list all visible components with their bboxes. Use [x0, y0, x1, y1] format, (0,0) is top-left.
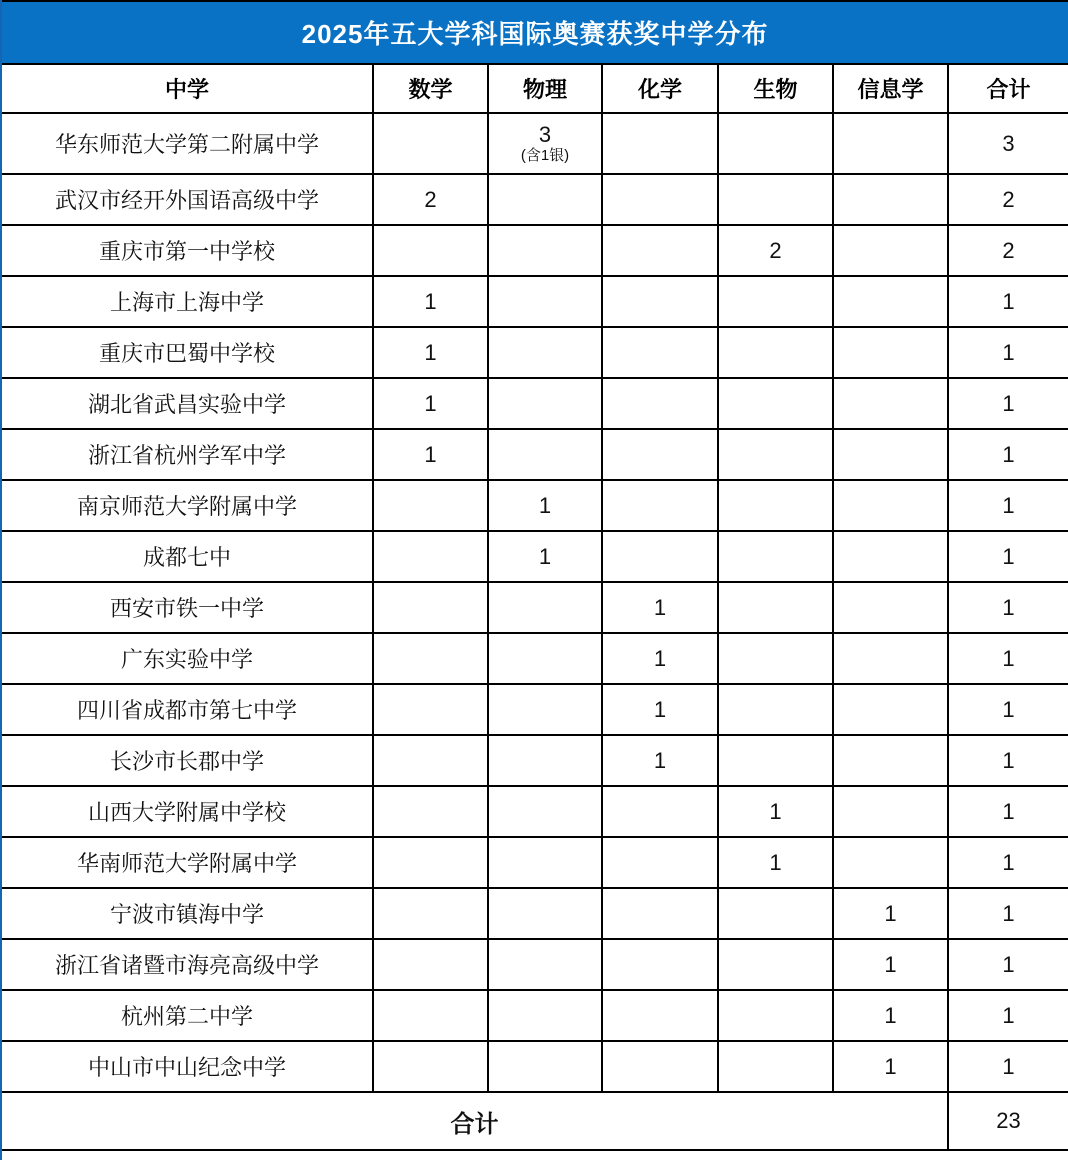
math-value-cell: [373, 735, 488, 786]
physics-value-cell: [488, 786, 602, 837]
math-value-cell: [373, 429, 488, 480]
school-name-cell: 山西大学附属中学校: [1, 786, 373, 837]
chemistry-value-cell: [602, 939, 718, 990]
table-title: 2025年五大学科国际奥赛获奖中学分布: [1, 1, 1068, 64]
school-name-cell: 重庆市第一中学校: [1, 225, 373, 276]
math-value-cell: [373, 786, 488, 837]
biology-value-cell: [718, 582, 833, 633]
school-name-cell: 长沙市长郡中学: [1, 735, 373, 786]
total-value: 2: [1002, 237, 1015, 263]
chemistry-value-cell: [602, 276, 718, 327]
chemistry-value-cell: [602, 735, 718, 786]
table-foot: [1, 1092, 1068, 1150]
total-value: 2: [1002, 186, 1015, 212]
biology-value-cell: [718, 113, 833, 174]
chemistry-value-cell: [602, 1041, 718, 1092]
math-value-cell: [373, 174, 488, 225]
chemistry-value-cell: [602, 582, 718, 633]
informatics-value-cell: [833, 735, 948, 786]
table-row: [1, 429, 1068, 480]
chemistry-value-cell: [602, 429, 718, 480]
math-value-cell: [373, 531, 488, 582]
biology-value-cell: [718, 378, 833, 429]
table-row: [1, 225, 1068, 276]
total-value: 3: [1002, 130, 1015, 156]
left-edge-accent: [0, 0, 2, 1160]
total-value: 1: [1002, 492, 1015, 518]
table-row: [1, 684, 1068, 735]
math-value: 2: [424, 186, 437, 212]
physics-value-cell: [488, 174, 602, 225]
biology-value-cell: [718, 735, 833, 786]
total-value-cell: [948, 531, 1068, 582]
table-row: [1, 1041, 1068, 1092]
physics-value-cell: [488, 429, 602, 480]
total-value: 1: [1002, 747, 1015, 773]
biology-value-cell: [718, 939, 833, 990]
total-value-cell: [948, 429, 1068, 480]
total-value: 1: [1002, 543, 1015, 569]
physics-value-cell: [488, 888, 602, 939]
informatics-value-cell: [833, 531, 948, 582]
col-header-school: 中学: [1, 64, 373, 113]
table-row: [1, 786, 1068, 837]
total-value: 1: [1002, 798, 1015, 824]
math-value: 1: [424, 339, 437, 365]
informatics-value-cell: [833, 939, 948, 990]
footer-total-label: 合计: [1, 1092, 948, 1150]
physics-value-cell: [488, 113, 602, 174]
informatics-value: 1: [884, 1053, 897, 1079]
total-value: 1: [1002, 849, 1015, 875]
school-name-cell: 重庆市巴蜀中学校: [1, 327, 373, 378]
col-header-physics: 物理: [488, 64, 602, 113]
chemistry-value-cell: [602, 225, 718, 276]
informatics-value-cell: [833, 1041, 948, 1092]
biology-value: 1: [769, 849, 782, 875]
biology-value-cell: [718, 276, 833, 327]
col-header-math: 数学: [373, 64, 488, 113]
school-name-cell: 上海市上海中学: [1, 276, 373, 327]
physics-value: 1: [538, 543, 552, 569]
total-value: 1: [1002, 339, 1015, 365]
school-name-cell: 浙江省杭州学军中学: [1, 429, 373, 480]
physics-value-cell: [488, 531, 602, 582]
table-row: [1, 276, 1068, 327]
total-value: 1: [1002, 441, 1015, 467]
informatics-value-cell: [833, 837, 948, 888]
math-value-cell: [373, 684, 488, 735]
school-name-cell: 湖北省武昌实验中学: [1, 378, 373, 429]
informatics-value: 1: [884, 900, 897, 926]
total-value: 1: [1002, 1002, 1015, 1028]
chemistry-value: 1: [653, 645, 667, 671]
physics-value-cell: [488, 939, 602, 990]
physics-value: 1: [538, 492, 552, 518]
informatics-value-cell: [833, 888, 948, 939]
chemistry-value-cell: [602, 633, 718, 684]
chemistry-value-cell: [602, 531, 718, 582]
total-value-cell: [948, 327, 1068, 378]
biology-value: 1: [769, 798, 782, 824]
table-body: [1, 113, 1068, 1092]
informatics-value-cell: [833, 684, 948, 735]
informatics-value: 1: [884, 951, 897, 977]
physics-value-cell: [488, 684, 602, 735]
physics-value-cell: [488, 276, 602, 327]
total-value: 1: [1002, 696, 1015, 722]
school-name-cell: 华东师范大学第二附属中学: [1, 113, 373, 174]
informatics-value-cell: [833, 480, 948, 531]
total-value: 1: [1002, 390, 1015, 416]
chemistry-value-cell: [602, 113, 718, 174]
biology-value-cell: [718, 480, 833, 531]
chemistry-value-cell: [602, 990, 718, 1041]
biology-value-cell: [718, 888, 833, 939]
physics-value-cell: [488, 1041, 602, 1092]
biology-value-cell: [718, 837, 833, 888]
math-value-cell: [373, 990, 488, 1041]
informatics-value: 1: [884, 1002, 897, 1028]
column-header-row: [1, 64, 1068, 113]
total-value-cell: [948, 837, 1068, 888]
total-value-cell: [948, 735, 1068, 786]
total-value-cell: [948, 480, 1068, 531]
informatics-value-cell: [833, 990, 948, 1041]
school-name-cell: 广东实验中学: [1, 633, 373, 684]
informatics-value-cell: [833, 429, 948, 480]
total-value: 1: [1002, 900, 1015, 926]
math-value-cell: [373, 888, 488, 939]
biology-value-cell: [718, 327, 833, 378]
chemistry-value-cell: [602, 786, 718, 837]
school-name-cell: 南京师范大学附属中学: [1, 480, 373, 531]
chemistry-value-cell: [602, 327, 718, 378]
physics-value-cell: [488, 327, 602, 378]
physics-value-cell: [488, 735, 602, 786]
informatics-value-cell: [833, 276, 948, 327]
table-row: [1, 327, 1068, 378]
school-name-cell: 华南师范大学附属中学: [1, 837, 373, 888]
biology-value-cell: [718, 633, 833, 684]
biology-value-cell: [718, 684, 833, 735]
grand-total-value: 23: [948, 1092, 1068, 1150]
biology-value-cell: [718, 429, 833, 480]
total-value-cell: [948, 990, 1068, 1041]
total-value-cell: [948, 582, 1068, 633]
chemistry-value-cell: [602, 888, 718, 939]
total-value-cell: [948, 786, 1068, 837]
total-value: 1: [1002, 1053, 1015, 1079]
chemistry-value-cell: [602, 378, 718, 429]
total-value: 1: [1002, 594, 1015, 620]
table-row: [1, 378, 1068, 429]
informatics-value-cell: [833, 786, 948, 837]
chemistry-value: 1: [653, 594, 667, 620]
table-row: [1, 837, 1068, 888]
total-value: 1: [1002, 288, 1015, 314]
school-name-cell: 四川省成都市第七中学: [1, 684, 373, 735]
total-value: 1: [1002, 645, 1015, 671]
math-value-cell: [373, 1041, 488, 1092]
biology-value: 2: [769, 237, 782, 263]
total-value-cell: [948, 633, 1068, 684]
table-row: [1, 531, 1068, 582]
table-row: [1, 480, 1068, 531]
total-value-cell: [948, 684, 1068, 735]
math-value-cell: [373, 633, 488, 684]
biology-value-cell: [718, 174, 833, 225]
biology-value-cell: [718, 225, 833, 276]
informatics-value-cell: [833, 225, 948, 276]
school-name-cell: 成都七中: [1, 531, 373, 582]
math-value-cell: [373, 939, 488, 990]
school-name-cell: 中山市中山纪念中学: [1, 1041, 373, 1092]
table-row: [1, 990, 1068, 1041]
total-value-cell: [948, 276, 1068, 327]
biology-value-cell: [718, 990, 833, 1041]
table-row: [1, 633, 1068, 684]
table-row: [1, 939, 1068, 990]
informatics-value-cell: [833, 113, 948, 174]
total-value-cell: [948, 113, 1068, 174]
chemistry-value-cell: [602, 480, 718, 531]
chemistry-value-cell: [602, 837, 718, 888]
table-row: [1, 113, 1068, 174]
biology-value-cell: [718, 786, 833, 837]
math-value-cell: [373, 225, 488, 276]
math-value-cell: [373, 582, 488, 633]
physics-value: 3: [538, 121, 552, 147]
math-value-cell: [373, 113, 488, 174]
table-row: [1, 174, 1068, 225]
total-value-cell: [948, 888, 1068, 939]
math-value: 1: [424, 390, 437, 416]
physics-value-cell: [488, 633, 602, 684]
physics-value-cell: [488, 225, 602, 276]
table-head: [1, 1, 1068, 113]
physics-value-cell: [488, 990, 602, 1041]
physics-value-cell: [488, 837, 602, 888]
math-value-cell: [373, 327, 488, 378]
physics-value-cell: [488, 582, 602, 633]
biology-value-cell: [718, 1041, 833, 1092]
total-value-cell: [948, 1041, 1068, 1092]
medal-note: (含1银): [520, 147, 570, 165]
informatics-value-cell: [833, 378, 948, 429]
math-value: 1: [424, 288, 437, 314]
biology-value-cell: [718, 531, 833, 582]
table-row: [1, 735, 1068, 786]
math-value-cell: [373, 378, 488, 429]
math-value: 1: [424, 441, 437, 467]
title-row: [1, 1, 1068, 64]
school-name-cell: 杭州第二中学: [1, 990, 373, 1041]
total-value-cell: [948, 225, 1068, 276]
total-value-cell: [948, 174, 1068, 225]
table-row: [1, 582, 1068, 633]
math-value-cell: [373, 276, 488, 327]
math-value-cell: [373, 837, 488, 888]
col-header-informatics: 信息学: [833, 64, 948, 113]
chemistry-value: 1: [653, 747, 667, 773]
math-value-cell: [373, 480, 488, 531]
informatics-value-cell: [833, 633, 948, 684]
informatics-value-cell: [833, 174, 948, 225]
total-value-cell: [948, 939, 1068, 990]
total-value: 1: [1002, 951, 1015, 977]
col-header-biology: 生物: [718, 64, 833, 113]
footer-row: [1, 1092, 1068, 1150]
school-name-cell: 宁波市镇海中学: [1, 888, 373, 939]
col-header-chemistry: 化学: [602, 64, 718, 113]
table-row: [1, 888, 1068, 939]
total-value-cell: [948, 378, 1068, 429]
school-name-cell: 西安市铁一中学: [1, 582, 373, 633]
physics-value-cell: [488, 378, 602, 429]
chemistry-value-cell: [602, 174, 718, 225]
chemistry-value-cell: [602, 684, 718, 735]
physics-value-cell: [488, 480, 602, 531]
school-name-cell: 武汉市经开外国语高级中学: [1, 174, 373, 225]
chemistry-value: 1: [653, 696, 667, 722]
informatics-value-cell: [833, 582, 948, 633]
school-name-cell: 浙江省诸暨市海亮高级中学: [1, 939, 373, 990]
col-header-total: 合计: [948, 64, 1068, 113]
informatics-value-cell: [833, 327, 948, 378]
